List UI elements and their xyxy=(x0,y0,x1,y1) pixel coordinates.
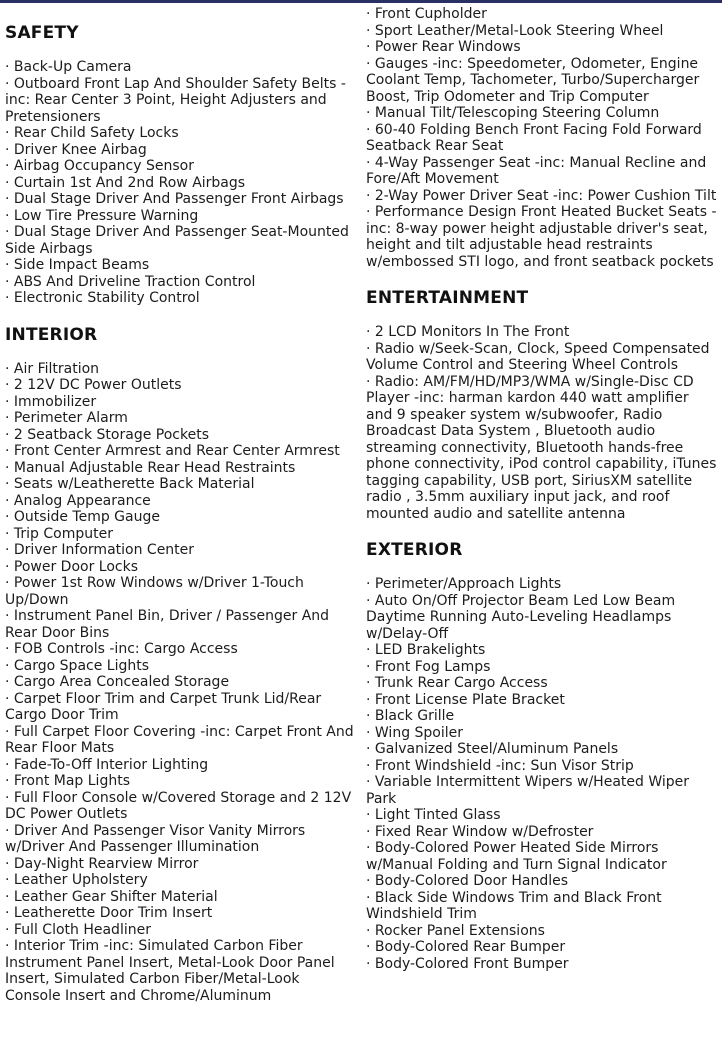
exterior-heading: EXTERIOR xyxy=(366,540,463,560)
list-item: · Front Windshield -inc: Sun Visor Strip xyxy=(366,757,634,774)
list-item: · Radio: AM/FM/HD/MP3/WMA w/Single-Disc CD Player -inc: harman kardon 440 watt amplifier and 9 speaker system w/subwoofer, Radio Broadcast Data System , Bluetooth audio streaming connectivity, Bluetooth hands-free phone connectivity, iPod control capability, iTunes tagging capability, USB port, SiriusXM satellite radio , 3.5mm auxiliary input jack, and roof mounted audio and satellite antenna xyxy=(366,373,717,522)
list-item: · Airbag Occupancy Sensor xyxy=(5,158,194,174)
list-item: · Front Cupholder xyxy=(366,6,487,22)
list-item: · Cargo Area Concealed Storage xyxy=(5,674,230,690)
list-item: · Outboard Front Lap And Shoulder Safety Belts -inc: Rear Center 3 Point, Height Adjusters and Pretensioners xyxy=(5,75,346,125)
list-item: · Front Fog Lamps xyxy=(366,658,491,675)
list-item: · 2 12V DC Power Outlets xyxy=(5,377,182,393)
safety-list xyxy=(5,59,358,307)
list-item: · Power Door Locks xyxy=(5,558,139,575)
list-item: · Performance Design Front Heated Bucket Seats -inc: 8-way power height adjustable driver's seat, height and tilt adjustable head restraints w/embossed STI logo, and front seatback pockets xyxy=(366,204,717,270)
interior-section xyxy=(5,307,358,1005)
list-item: · Cargo Space Lights xyxy=(5,657,150,674)
list-item: · Body-Colored Front Bumper xyxy=(366,955,569,972)
list-item: · Electronic Stability Control xyxy=(5,290,200,306)
list-item: · Leather Upholstery xyxy=(5,872,148,888)
right-column xyxy=(366,0,719,972)
list-item: · Carpet Floor Trim and Carpet Trunk Lid/Rear Cargo Door Trim xyxy=(5,690,322,723)
list-item: · Perimeter/Approach Lights xyxy=(366,576,562,592)
safety-section xyxy=(5,0,358,307)
entertainment-section xyxy=(366,270,719,522)
list-item: · LED Brakelights xyxy=(366,642,486,658)
list-item: · Body-Colored Power Heated Side Mirrors w/Manual Folding and Turn Signal Indicator xyxy=(366,840,667,873)
list-item: · Light Tinted Glass xyxy=(366,807,501,823)
list-item: · Back-Up Camera xyxy=(5,59,132,75)
list-item: · Instrument Panel Bin, Driver / Passenger And Rear Door Bins xyxy=(5,608,330,641)
list-item: · Full Carpet Floor Covering -inc: Carpet Front And Rear Floor Mats xyxy=(5,723,354,756)
list-item: · Driver And Passenger Visor Vanity Mirrors w/Driver And Passenger Illumination xyxy=(5,822,306,855)
list-item: · 60-40 Folding Bench Front Facing Fold Forward Seatback Rear Seat xyxy=(366,121,702,154)
exterior-list xyxy=(366,576,719,972)
list-item: · Power 1st Row Windows w/Driver 1-Touch Up/Down xyxy=(5,575,304,608)
interior-continued-list xyxy=(366,6,719,270)
interior-continued-section xyxy=(366,0,719,270)
list-item: · Black Grille xyxy=(366,708,455,724)
list-item: · 2 Seatback Storage Pockets xyxy=(5,426,209,443)
entertainment-heading: ENTERTAINMENT xyxy=(366,288,529,308)
list-item: · Manual Tilt/Telescoping Steering Column xyxy=(366,105,660,121)
list-item: · Body-Colored Door Handles xyxy=(366,873,569,889)
list-item: · Fade-To-Off Interior Lighting xyxy=(5,756,209,773)
left-column xyxy=(5,0,358,1004)
list-item: · Front Center Armrest and Rear Center Armrest xyxy=(5,443,340,459)
list-item: · Interior Trim -inc: Simulated Carbon Fiber Instrument Panel Insert, Metal-Look Door Panel Insert, Simulated Carbon Fiber/Metal-Look Console Insert and Chrome/Aluminum xyxy=(5,938,335,1004)
list-item: · Driver Knee Airbag xyxy=(5,141,147,158)
list-item: · Low Tire Pressure Warning xyxy=(5,207,199,224)
list-item: · Auto On/Off Projector Beam Led Low Beam Daytime Running Auto-Leveling Headlamps w/Delay-Off xyxy=(366,592,676,642)
list-item: · Day-Night Rearview Mirror xyxy=(5,855,199,872)
list-item: · Power Rear Windows xyxy=(366,39,521,55)
list-item: · Side Impact Beams xyxy=(5,257,150,273)
list-item: · Perimeter Alarm xyxy=(5,410,128,426)
list-item: · FOB Controls -inc: Cargo Access xyxy=(5,641,238,657)
list-item: · Leatherette Door Trim Insert xyxy=(5,905,213,921)
list-item: · Front Map Lights xyxy=(5,773,130,789)
list-item: · Outside Temp Gauge xyxy=(5,509,160,525)
list-item: · Front License Plate Bracket xyxy=(366,691,565,708)
list-item: · 2 LCD Monitors In The Front xyxy=(366,324,570,340)
entertainment-list xyxy=(366,324,719,522)
list-item: · Dual Stage Driver And Passenger Front Airbags xyxy=(5,191,344,207)
list-item: · Rocker Panel Extensions xyxy=(366,922,545,939)
list-item: · Curtain 1st And 2nd Row Airbags xyxy=(5,174,246,191)
list-item: · Sport Leather/Metal-Look Steering Wheel xyxy=(366,22,664,39)
list-item: · 4-Way Passenger Seat -inc: Manual Recline and Fore/Aft Movement xyxy=(366,154,707,187)
list-item: · Analog Appearance xyxy=(5,492,151,509)
list-item: · Variable Intermittent Wipers w/Heated Wiper Park xyxy=(366,774,690,807)
list-item: · ABS And Driveline Traction Control xyxy=(5,273,256,290)
list-item: · Driver Information Center xyxy=(5,542,195,558)
list-item: · Fixed Rear Window w/Defroster xyxy=(366,823,594,840)
list-item: · Trip Computer xyxy=(5,525,113,542)
list-item: · Body-Colored Rear Bumper xyxy=(366,939,566,955)
list-item: · Immobilizer xyxy=(5,393,97,410)
list-item: · Air Filtration xyxy=(5,360,100,377)
list-item: · Dual Stage Driver And Passenger Seat-Mounted Side Airbags xyxy=(5,224,349,257)
list-item: · Leather Gear Shifter Material xyxy=(5,888,218,905)
exterior-section xyxy=(366,522,719,972)
safety-heading: SAFETY xyxy=(5,23,79,43)
list-item: · Seats w/Leatherette Back Material xyxy=(5,476,255,492)
list-item: · Black Side Windows Trim and Black Front Windshield Trim xyxy=(366,889,662,922)
interior-heading: INTERIOR xyxy=(5,324,98,345)
list-item: · Rear Child Safety Locks xyxy=(5,125,179,141)
list-item: · Galvanized Steel/Aluminum Panels xyxy=(366,741,619,757)
list-item: · 2-Way Power Driver Seat -inc: Power Cushion Tilt xyxy=(366,187,717,204)
list-item: · Wing Spoiler xyxy=(366,724,464,741)
list-item: · Full Cloth Headliner xyxy=(5,921,151,938)
list-item: · Trunk Rear Cargo Access xyxy=(366,675,548,691)
list-item: · Gauges -inc: Speedometer, Odometer, Engine Coolant Temp, Tachometer, Turbo/Supercharger Boost, Trip Odometer and Trip Computer xyxy=(366,55,700,105)
interior-list xyxy=(5,361,358,1005)
list-item: · Radio w/Seek-Scan, Clock, Speed Compensated Volume Control and Steering Wheel Controls xyxy=(366,340,710,373)
list-item: · Manual Adjustable Rear Head Restraints xyxy=(5,459,296,476)
list-item: · Full Floor Console w/Covered Storage and 2 12V DC Power Outlets xyxy=(5,789,352,822)
